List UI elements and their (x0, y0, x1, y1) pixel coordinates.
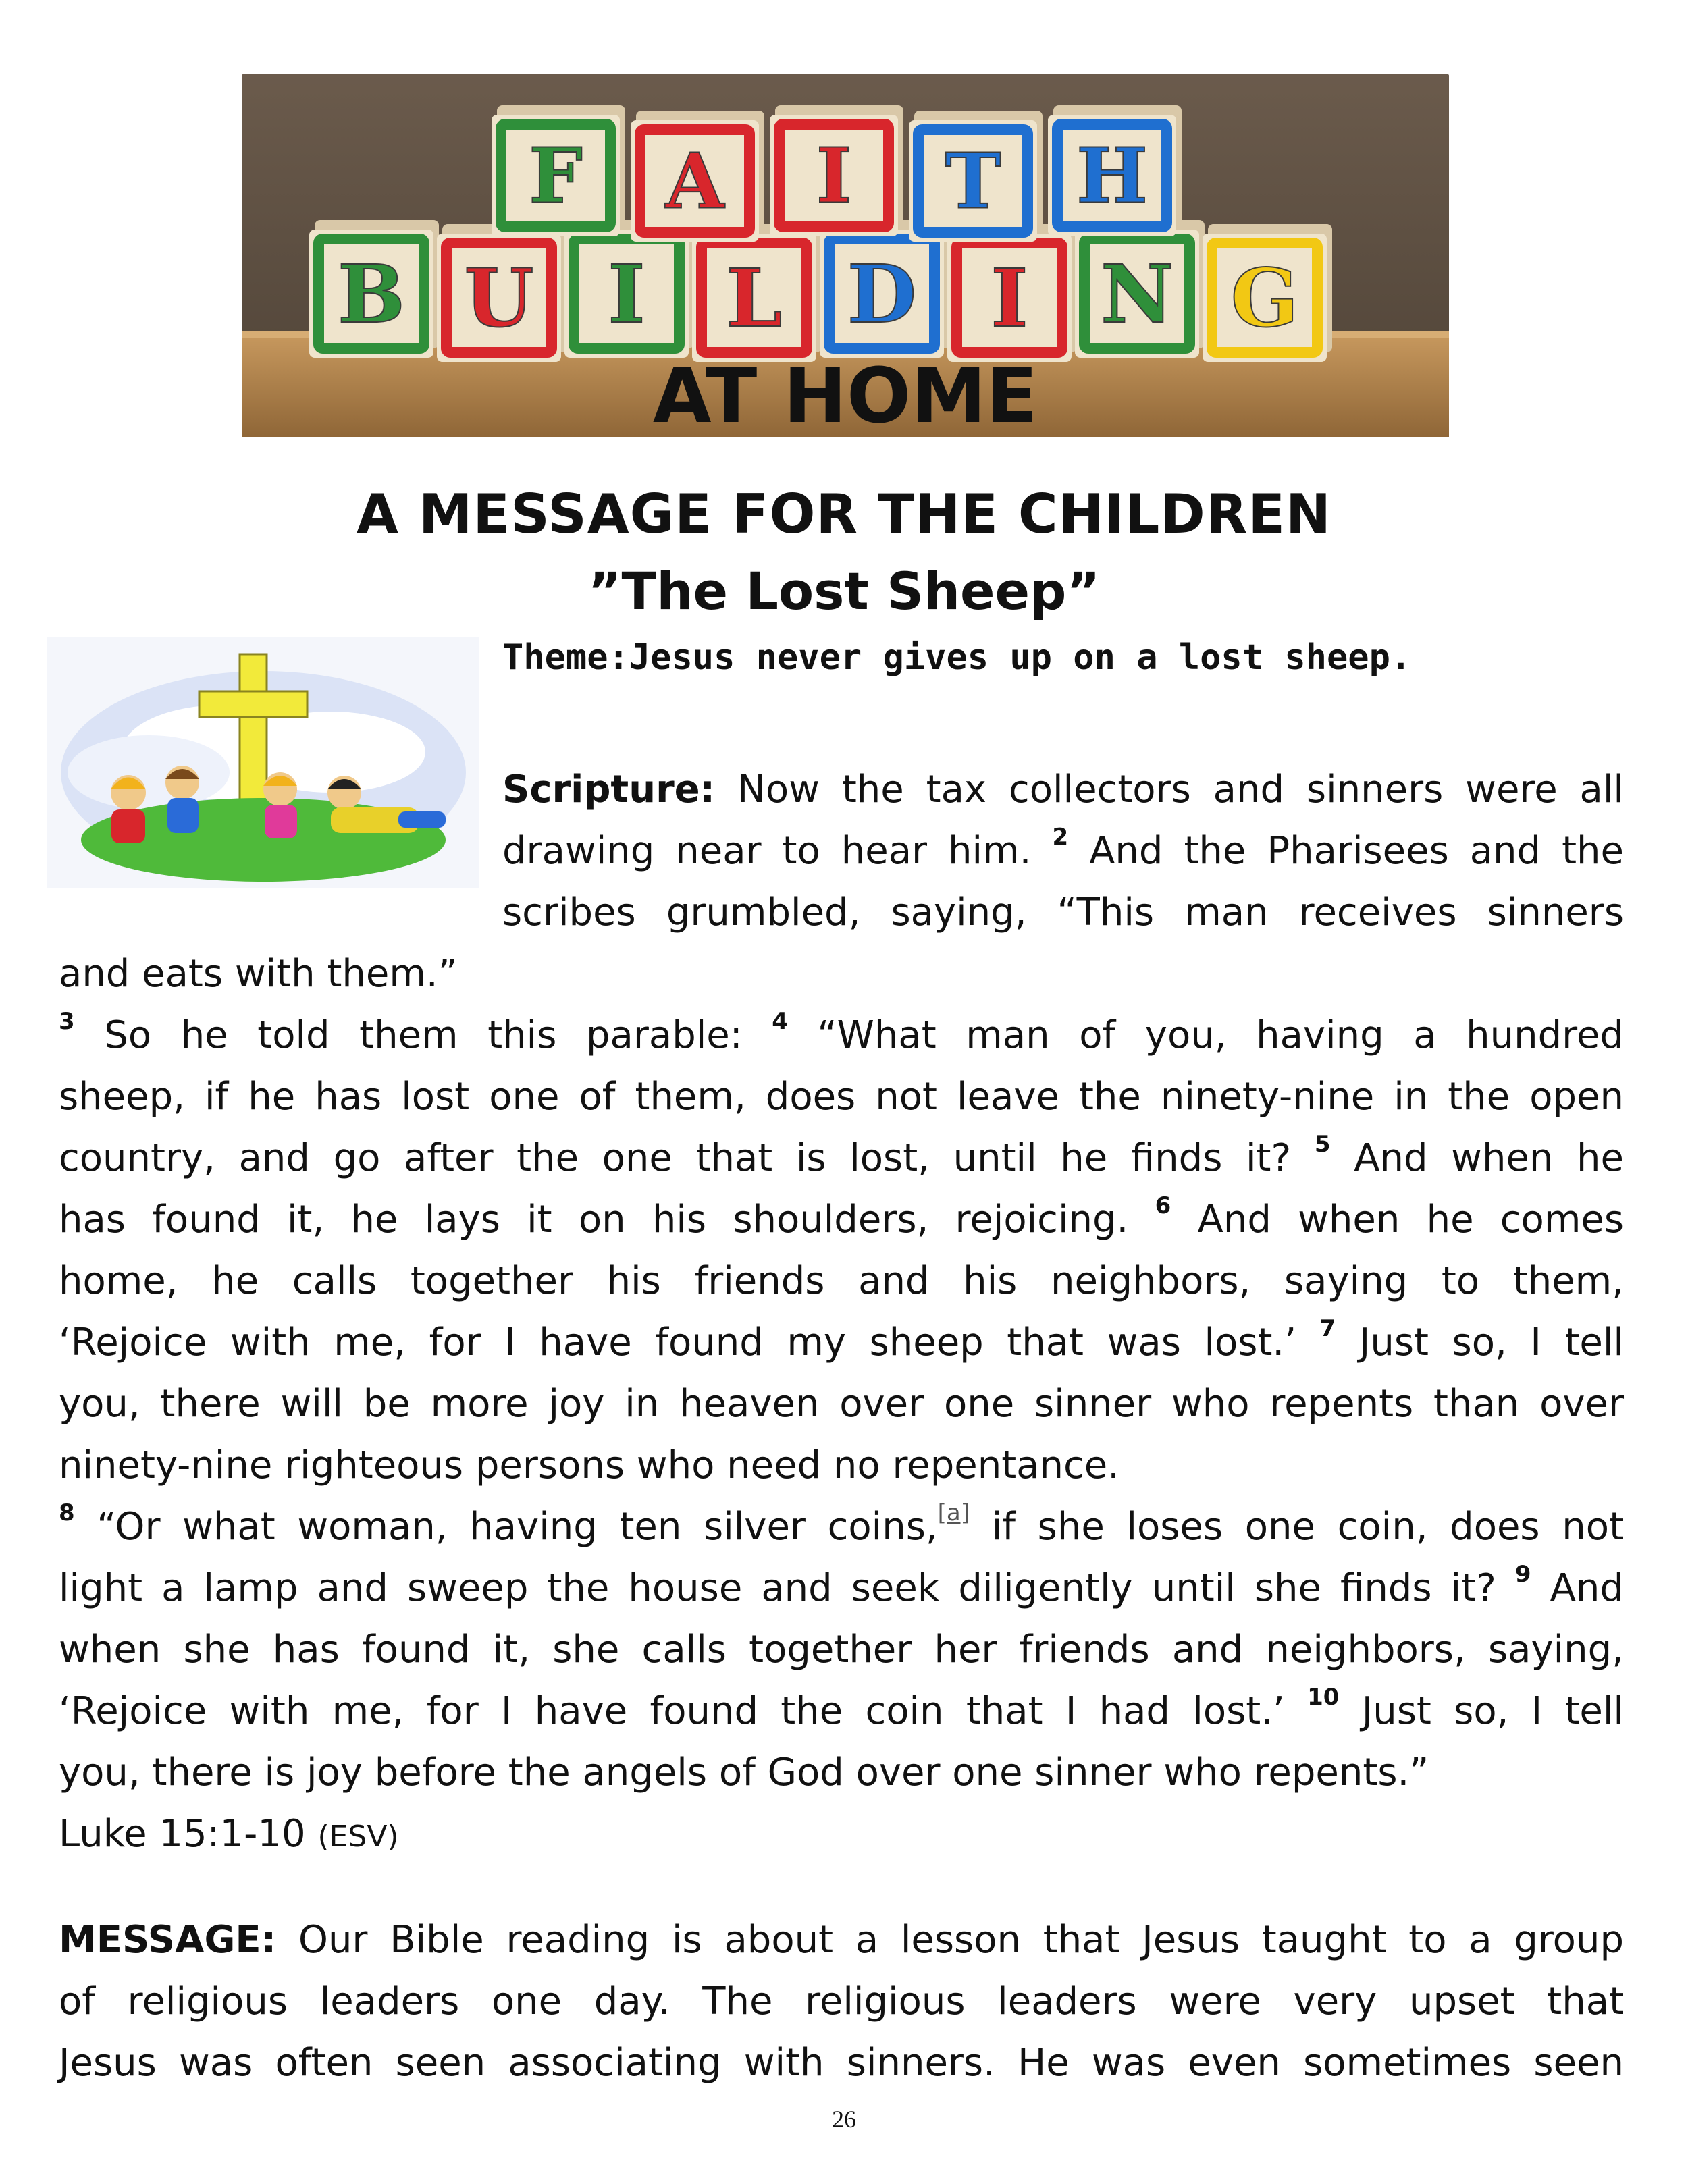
scripture-line: drawing near to hear him. $^2$ And the Pharisees and the (502, 824, 1624, 873)
letter-block-bottom-3 (692, 224, 822, 362)
block-letter: I (991, 250, 1028, 345)
verse-number: 2 (1052, 824, 1069, 851)
page-heading: A MESSAGE FOR THE CHILDREN (357, 483, 1331, 545)
theme-statement: Theme:Jesus never gives up on a lost sheep. (502, 637, 1412, 678)
verse-number: 4 (772, 1008, 788, 1035)
block-letter: D (847, 246, 917, 341)
scripture-line: you, there will be more joy in heaven over one sinner who repents than over (59, 1382, 1624, 1426)
letter-block-bottom-7 (1203, 224, 1332, 362)
letter-block-bottom-1 (437, 224, 566, 362)
lesson-title: ”The Lost Sheep” (587, 561, 1101, 621)
verse-number: 7 (1319, 1315, 1336, 1342)
letter-block-top-1 (631, 111, 764, 242)
scripture-reference: Luke 15:1-10 (ESV) (59, 1812, 399, 1856)
verse-number: 3 (59, 1008, 75, 1035)
children-at-cross-clipart (47, 637, 479, 888)
verse-number: 8 (59, 1499, 75, 1526)
block-letter: L (726, 250, 783, 345)
scripture-line: Scripture: Now the tax collectors and sinners were all (502, 768, 1624, 811)
verse-number: 10 (1307, 1684, 1340, 1711)
scripture-line: sheep, if he has lost one of them, does not leave the ninety-nine in the open (59, 1075, 1624, 1119)
scripture-line: when she has found it, she calls together her friends and neighbors, saying, (59, 1628, 1624, 1672)
message-label: MESSAGE: (59, 1918, 277, 1962)
letter-block-bottom-5 (947, 224, 1077, 362)
message-line: Jesus was often seen associating with sinners. He was even sometimes seen (59, 2041, 1624, 2085)
footnote-link[interactable]: [a] (937, 1499, 970, 1526)
message-line: of religious leaders one day. The religious leaders were very upset that (59, 1979, 1624, 2023)
scripture-label: Scripture: (502, 768, 716, 811)
message-line: MESSAGE: Our Bible reading is about a lesson that Jesus taught to a group (59, 1918, 1624, 1962)
block-letter: N (1101, 246, 1173, 341)
letter-block-top-0 (492, 105, 625, 236)
scripture-line: and eats with them.” (59, 952, 458, 996)
block-letter: I (608, 246, 645, 341)
letter-block-bottom-0 (309, 220, 439, 358)
page-number: 26 (832, 2106, 856, 2133)
block-letter: A (665, 137, 724, 226)
scripture-line: ‘Rejoice with me, for I have found the coin that I had lost.’ $^{10}$ Just so, I tell (59, 1684, 1624, 1733)
scripture-line: $^8$ “Or what woman, having ten silver coins,[a] if she loses one coin, does not (59, 1499, 1624, 1549)
letter-block-top-4 (1048, 105, 1182, 236)
at-home-caption: AT HOME (652, 352, 1038, 437)
block-letter: I (816, 132, 852, 221)
verse-number: 5 (1314, 1131, 1331, 1158)
block-letter: B (338, 246, 405, 341)
letter-block-top-2 (770, 105, 903, 236)
scripture-line: you, there is joy before the angels of God over one sinner who repents.” (59, 1751, 1429, 1794)
letter-block-top-3 (909, 111, 1043, 242)
scripture-line: ‘Rejoice with me, for I have found my sheep that was lost.’ $^7$ Just so, I tell (59, 1315, 1624, 1364)
letter-block-bottom-6 (1075, 220, 1205, 358)
verse-number: 9 (1514, 1561, 1531, 1588)
scripture-line: home, he calls together his friends and his neighbors, saying to them, (59, 1259, 1624, 1303)
faith-building-banner (242, 74, 1449, 437)
block-letter: G (1230, 250, 1299, 345)
block-letter: F (529, 132, 583, 221)
block-letter: U (464, 250, 534, 345)
scripture-line: country, and go after the one that is lost, until he finds it? $^5$ And when he (59, 1131, 1624, 1180)
block-letter: H (1076, 132, 1148, 221)
verse-number: 6 (1155, 1192, 1171, 1219)
scripture-line: has found it, he lays it on his shoulders, rejoicing. $^6$ And when he comes (59, 1192, 1624, 1242)
scripture-line: scribes grumbled, saying, “This man receives sinners (502, 890, 1624, 934)
block-letter: T (945, 137, 1001, 226)
scripture-line: ninety-nine righteous persons who need no repentance. (59, 1443, 1120, 1487)
scripture-line: light a lamp and sweep the house and seek diligently until she finds it? $^9$ And (59, 1561, 1624, 1610)
scripture-line: $^3$ So he told them this parable: $^4$ “What man of you, having a hundred (59, 1008, 1624, 1057)
bible-version: (ESV) (317, 1819, 399, 1854)
